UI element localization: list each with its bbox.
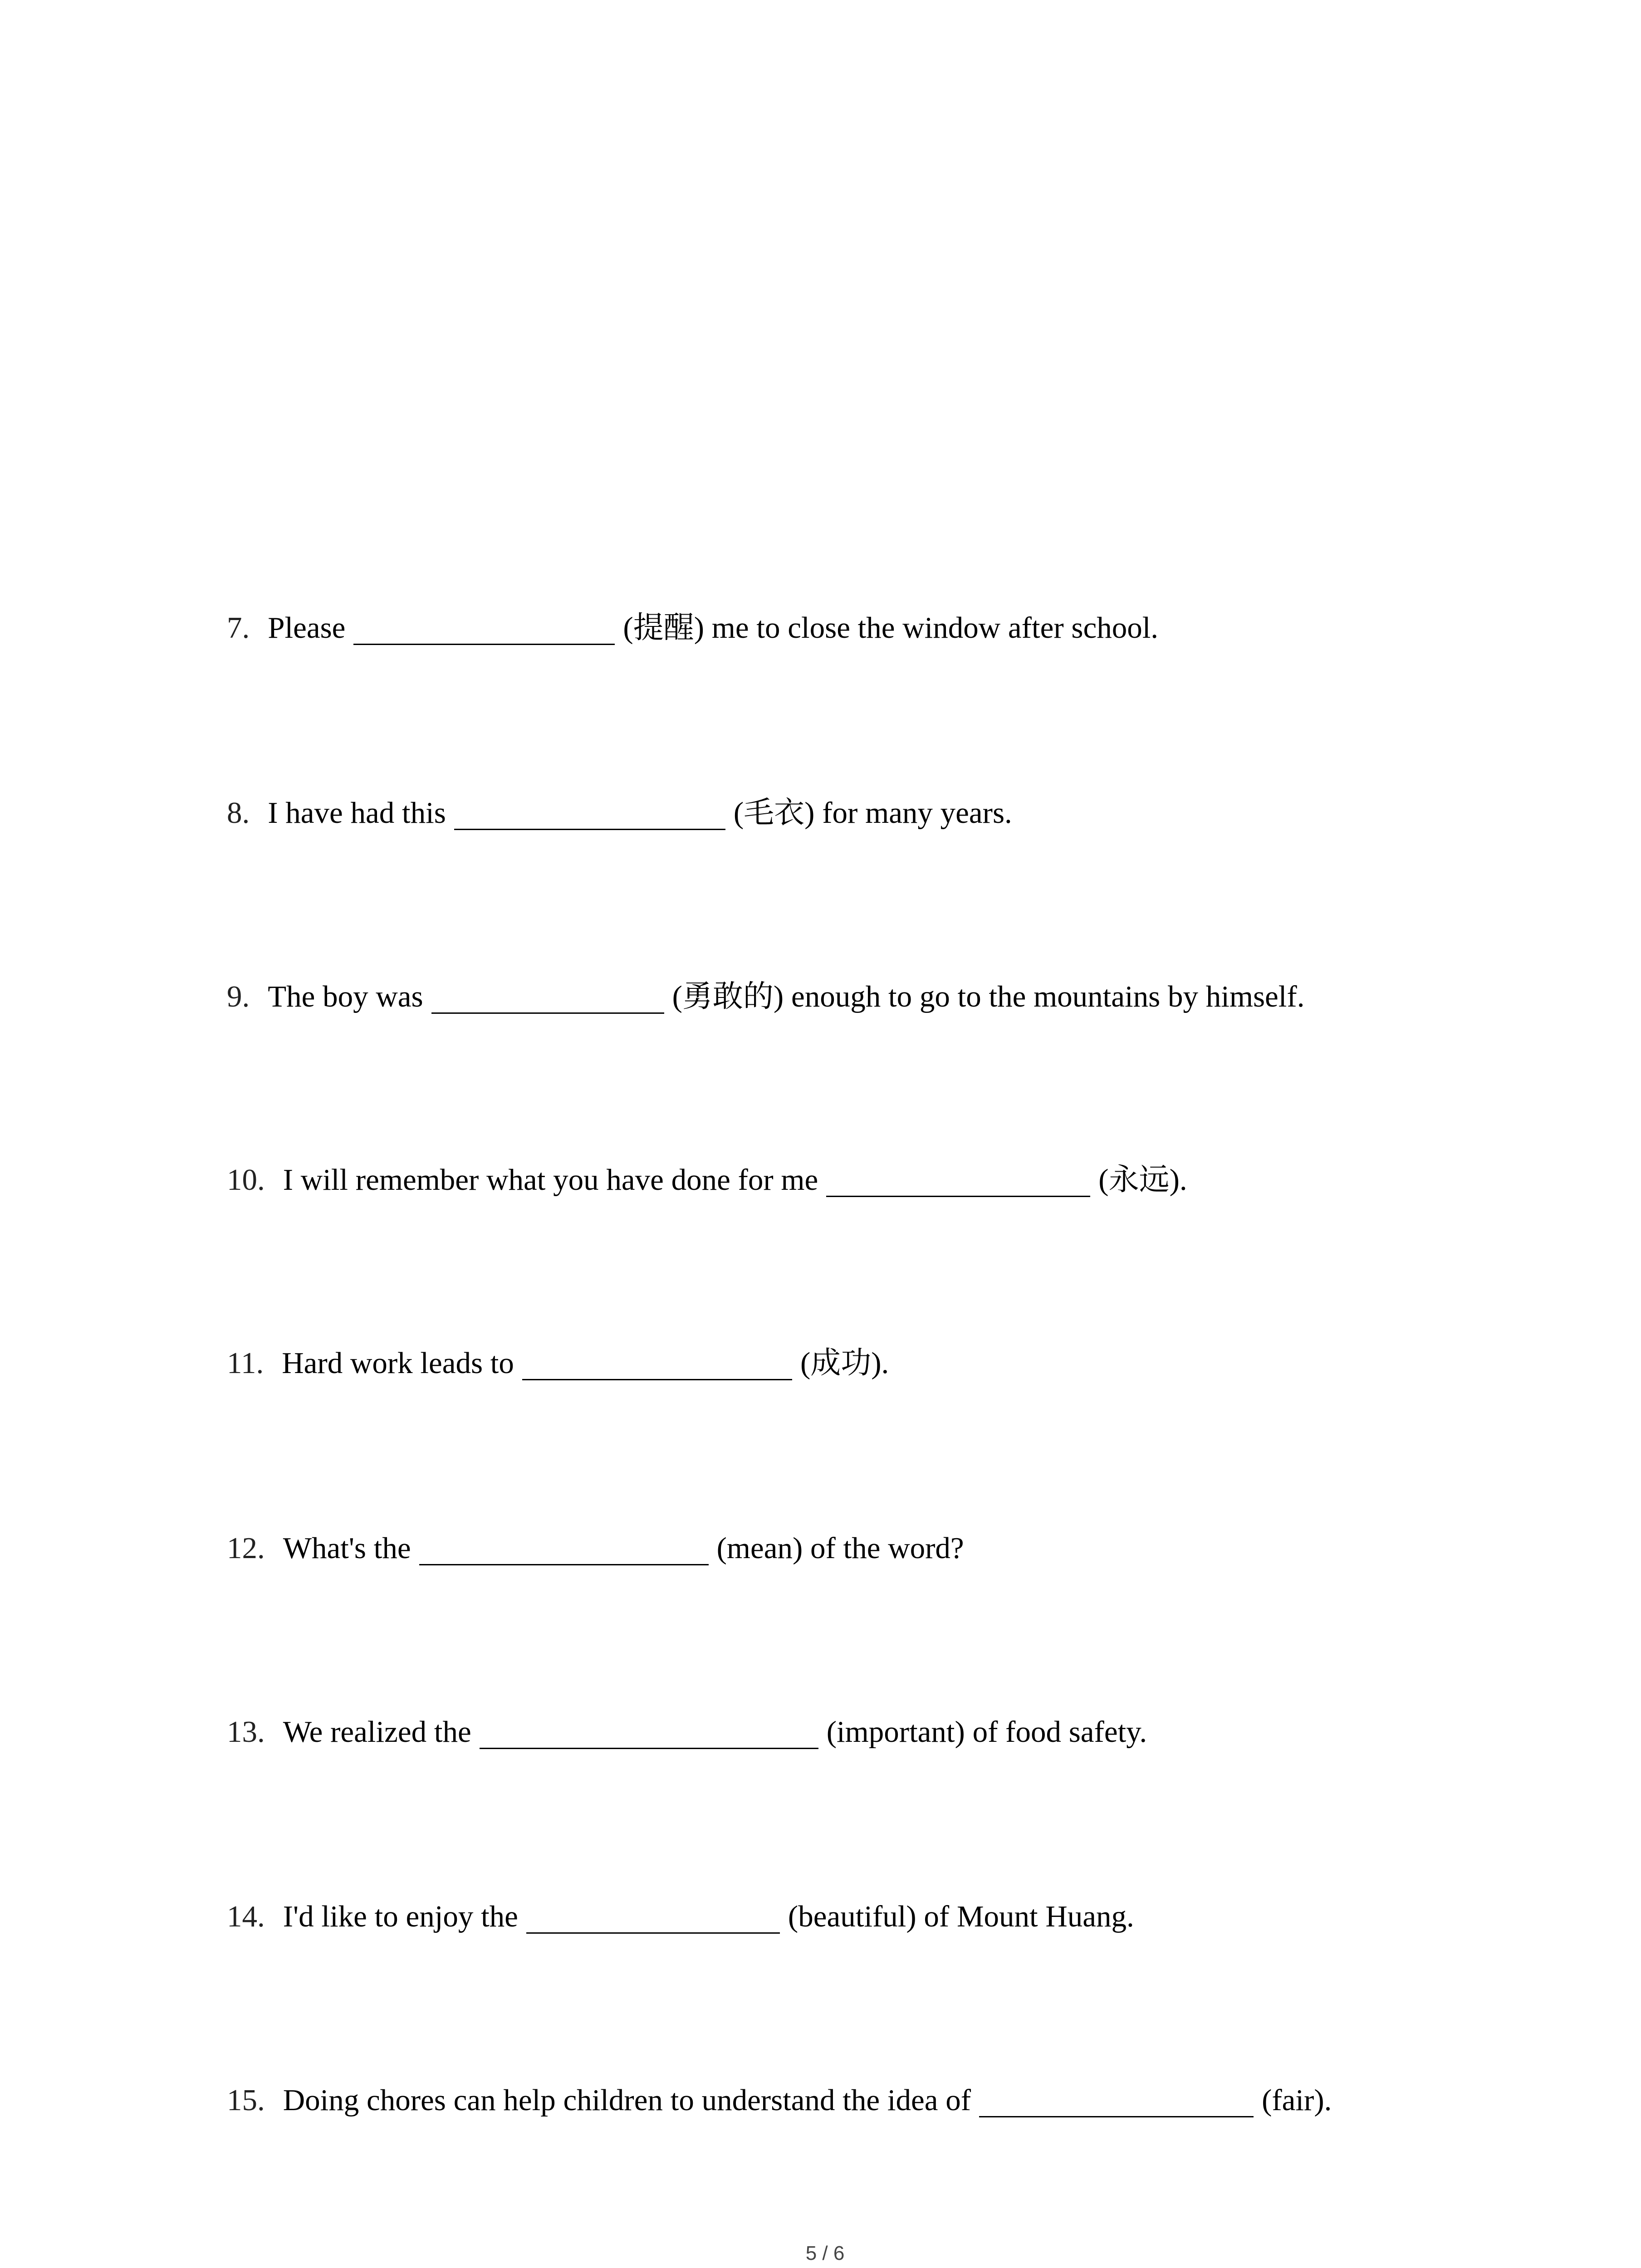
question-number: 7. [227,611,250,645]
question-number: 10. [227,1163,265,1197]
question-10 [227,1162,1187,1198]
answer-blank [431,1012,664,1014]
answer-blank [353,644,615,645]
question-8 [227,795,1012,831]
answer-blank [526,1932,780,1934]
answer-blank [419,1564,709,1565]
answer-blank [522,1379,792,1380]
question-number: 14. [227,1900,265,1933]
question-13 [227,1714,1147,1750]
question-text-before: I will remember what you have done for me [283,1163,818,1197]
question-9 [227,978,1304,1015]
question-text-after: (永远). [1098,1163,1187,1197]
answer-blank [826,1196,1090,1197]
answer-blank [979,2116,1254,2117]
question-text-after: (成功). [800,1346,889,1380]
question-text-before: I'd like to enjoy the [283,1900,518,1933]
question-text-before: What's the [283,1531,411,1565]
question-text-before: We realized the [283,1715,471,1749]
question-text-after: (毛衣) for many years. [733,796,1012,830]
question-12 [227,1530,964,1566]
question-15 [227,2082,1332,2118]
question-text-before: I have had this [268,796,446,830]
question-text-after: (提醒) me to close the window after school. [623,611,1159,645]
question-text-after: (勇敢的) enough to go to the mountains by himself. [672,980,1305,1013]
question-text-after: (beautiful) of Mount Huang. [788,1900,1134,1933]
question-14 [227,1898,1134,1935]
question-text-after: (mean) of the word? [716,1531,964,1565]
question-text-after: (fair). [1262,2083,1332,2117]
question-text-before: Hard work leads to [282,1346,514,1380]
question-number: 13. [227,1715,265,1749]
answer-blank [480,1748,818,1749]
question-number: 12. [227,1531,265,1565]
question-text-before: The boy was [268,980,423,1013]
question-text-after: (important) of food safety. [826,1715,1147,1749]
question-text-before: Please [268,611,346,645]
question-number: 8. [227,796,250,830]
question-number: 9. [227,980,250,1013]
question-number: 11. [227,1346,264,1380]
question-number: 15. [227,2083,265,2117]
answer-blank [454,829,725,830]
question-text-before: Doing chores can help children to understand the idea of [283,2083,971,2117]
question-11 [227,1345,889,1381]
question-7 [227,610,1158,646]
page-number: 5 / 6 [805,2242,845,2264]
